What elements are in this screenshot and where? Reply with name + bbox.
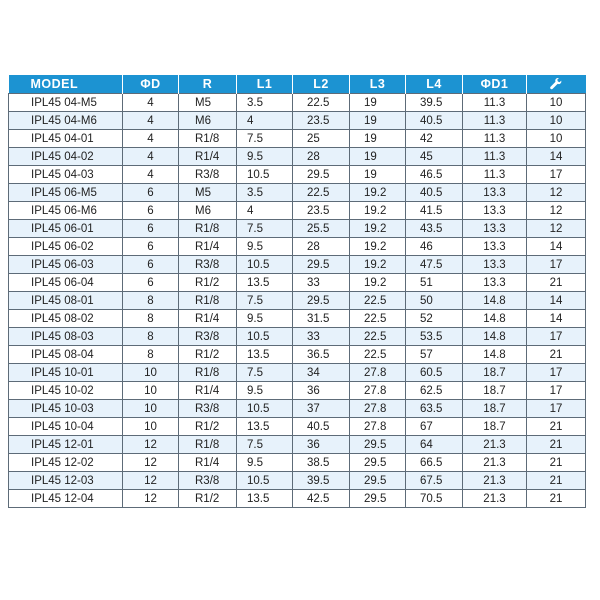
cell-l3: 19 xyxy=(350,148,406,166)
table-row xyxy=(9,94,586,112)
cell-wrench-size: 14 xyxy=(527,292,586,310)
cell-thread-r: R3/8 xyxy=(179,400,237,418)
cell-thread-r: M6 xyxy=(179,202,237,220)
cell-thread-r: R1/8 xyxy=(179,436,237,454)
cell-l4: 53.5 xyxy=(406,328,463,346)
cell-model: IPL45 04-M6 xyxy=(9,112,123,130)
cell-l4: 67.5 xyxy=(406,472,463,490)
cell-wrench-size: 10 xyxy=(527,130,586,148)
cell-wrench-size: 21 xyxy=(527,472,586,490)
cell-diameter-d1: 14.8 xyxy=(463,310,527,328)
cell-l2: 36.5 xyxy=(293,346,350,364)
header-wrench xyxy=(527,75,586,94)
cell-l3: 19.2 xyxy=(350,202,406,220)
cell-l4: 51 xyxy=(406,274,463,292)
header-l1: L1 xyxy=(237,75,293,94)
cell-diameter-d: 12 xyxy=(123,490,179,508)
table-row xyxy=(9,274,586,292)
cell-diameter-d: 10 xyxy=(123,418,179,436)
cell-l1: 9.5 xyxy=(237,148,293,166)
cell-l4: 60.5 xyxy=(406,364,463,382)
cell-thread-r: R1/2 xyxy=(179,418,237,436)
cell-wrench-size: 17 xyxy=(527,166,586,184)
cell-l1: 7.5 xyxy=(237,436,293,454)
cell-model: IPL45 04-02 xyxy=(9,148,123,166)
cell-l1: 10.5 xyxy=(237,256,293,274)
cell-diameter-d1: 21.3 xyxy=(463,454,527,472)
cell-l3: 19.2 xyxy=(350,220,406,238)
cell-l1: 9.5 xyxy=(237,238,293,256)
cell-l4: 40.5 xyxy=(406,184,463,202)
cell-thread-r: R1/4 xyxy=(179,148,237,166)
cell-l1: 3.5 xyxy=(237,184,293,202)
table-row xyxy=(9,382,586,400)
cell-thread-r: R3/8 xyxy=(179,166,237,184)
table-row xyxy=(9,292,586,310)
cell-l1: 7.5 xyxy=(237,220,293,238)
cell-l2: 33 xyxy=(293,328,350,346)
cell-l2: 36 xyxy=(293,436,350,454)
cell-diameter-d: 12 xyxy=(123,436,179,454)
cell-l3: 29.5 xyxy=(350,490,406,508)
cell-wrench-size: 21 xyxy=(527,418,586,436)
table-row xyxy=(9,400,586,418)
cell-diameter-d1: 11.3 xyxy=(463,130,527,148)
cell-l1: 3.5 xyxy=(237,94,293,112)
cell-l1: 7.5 xyxy=(237,364,293,382)
cell-diameter-d: 10 xyxy=(123,364,179,382)
spec-table xyxy=(8,75,586,508)
cell-l3: 27.8 xyxy=(350,418,406,436)
cell-diameter-d: 6 xyxy=(123,238,179,256)
cell-model: IPL45 08-01 xyxy=(9,292,123,310)
cell-thread-r: R1/4 xyxy=(179,238,237,256)
cell-l1: 9.5 xyxy=(237,454,293,472)
cell-diameter-d: 12 xyxy=(123,454,179,472)
cell-wrench-size: 14 xyxy=(527,148,586,166)
cell-l1: 9.5 xyxy=(237,382,293,400)
cell-wrench-size: 12 xyxy=(527,202,586,220)
cell-diameter-d: 8 xyxy=(123,310,179,328)
cell-l4: 40.5 xyxy=(406,112,463,130)
cell-wrench-size: 10 xyxy=(527,94,586,112)
cell-l1: 10.5 xyxy=(237,166,293,184)
table-row xyxy=(9,310,586,328)
cell-l2: 29.5 xyxy=(293,166,350,184)
cell-model: IPL45 04-M5 xyxy=(9,94,123,112)
cell-thread-r: R3/8 xyxy=(179,256,237,274)
table-row xyxy=(9,202,586,220)
cell-model: IPL45 06-04 xyxy=(9,274,123,292)
wrench-icon xyxy=(549,77,563,91)
header-model: MODEL xyxy=(9,75,123,94)
cell-l3: 19.2 xyxy=(350,238,406,256)
cell-wrench-size: 17 xyxy=(527,328,586,346)
table-row xyxy=(9,454,586,472)
cell-thread-r: R1/8 xyxy=(179,220,237,238)
header-row xyxy=(9,75,586,94)
cell-l3: 19 xyxy=(350,130,406,148)
cell-thread-r: M5 xyxy=(179,94,237,112)
cell-l4: 70.5 xyxy=(406,490,463,508)
cell-model: IPL45 06-03 xyxy=(9,256,123,274)
cell-model: IPL45 04-01 xyxy=(9,130,123,148)
cell-l2: 25.5 xyxy=(293,220,350,238)
table-row xyxy=(9,364,586,382)
cell-diameter-d: 4 xyxy=(123,130,179,148)
cell-model: IPL45 10-01 xyxy=(9,364,123,382)
cell-diameter-d: 8 xyxy=(123,292,179,310)
header-l4: L4 xyxy=(406,75,463,94)
cell-wrench-size: 17 xyxy=(527,400,586,418)
cell-diameter-d1: 18.7 xyxy=(463,400,527,418)
cell-l3: 19 xyxy=(350,112,406,130)
cell-l2: 23.5 xyxy=(293,112,350,130)
cell-thread-r: R1/4 xyxy=(179,310,237,328)
cell-l2: 40.5 xyxy=(293,418,350,436)
cell-l4: 47.5 xyxy=(406,256,463,274)
cell-l4: 62.5 xyxy=(406,382,463,400)
cell-model: IPL45 04-03 xyxy=(9,166,123,184)
cell-l2: 23.5 xyxy=(293,202,350,220)
table-row xyxy=(9,184,586,202)
cell-diameter-d1: 13.3 xyxy=(463,202,527,220)
cell-thread-r: M5 xyxy=(179,184,237,202)
cell-l2: 39.5 xyxy=(293,472,350,490)
cell-diameter-d: 8 xyxy=(123,346,179,364)
cell-l3: 19.2 xyxy=(350,184,406,202)
cell-diameter-d: 6 xyxy=(123,274,179,292)
header-diameter-d: ΦD xyxy=(123,75,179,94)
cell-l2: 22.5 xyxy=(293,94,350,112)
cell-wrench-size: 21 xyxy=(527,490,586,508)
header-diameter-d1: ΦD1 xyxy=(463,75,527,94)
cell-diameter-d1: 11.3 xyxy=(463,94,527,112)
cell-model: IPL45 12-01 xyxy=(9,436,123,454)
cell-diameter-d1: 13.3 xyxy=(463,256,527,274)
cell-model: IPL45 06-01 xyxy=(9,220,123,238)
table-row xyxy=(9,490,586,508)
cell-wrench-size: 17 xyxy=(527,256,586,274)
cell-model: IPL45 08-03 xyxy=(9,328,123,346)
cell-l2: 22.5 xyxy=(293,184,350,202)
cell-diameter-d1: 14.8 xyxy=(463,292,527,310)
cell-model: IPL45 10-03 xyxy=(9,400,123,418)
cell-l2: 36 xyxy=(293,382,350,400)
table-row xyxy=(9,220,586,238)
cell-diameter-d1: 14.8 xyxy=(463,328,527,346)
table-row xyxy=(9,328,586,346)
cell-l4: 63.5 xyxy=(406,400,463,418)
cell-l1: 10.5 xyxy=(237,472,293,490)
cell-l1: 4 xyxy=(237,112,293,130)
cell-l1: 4 xyxy=(237,202,293,220)
cell-l4: 57 xyxy=(406,346,463,364)
cell-wrench-size: 14 xyxy=(527,310,586,328)
cell-l3: 22.5 xyxy=(350,328,406,346)
cell-l1: 10.5 xyxy=(237,328,293,346)
cell-diameter-d1: 11.3 xyxy=(463,166,527,184)
cell-l3: 19 xyxy=(350,94,406,112)
cell-diameter-d: 4 xyxy=(123,148,179,166)
spec-table-container xyxy=(8,75,585,508)
cell-diameter-d1: 18.7 xyxy=(463,364,527,382)
cell-model: IPL45 06-M5 xyxy=(9,184,123,202)
cell-thread-r: R1/2 xyxy=(179,274,237,292)
cell-diameter-d: 6 xyxy=(123,184,179,202)
cell-l3: 19.2 xyxy=(350,274,406,292)
cell-l3: 27.8 xyxy=(350,382,406,400)
spec-table-body xyxy=(9,94,586,508)
cell-wrench-size: 12 xyxy=(527,184,586,202)
cell-l2: 29.5 xyxy=(293,292,350,310)
cell-diameter-d: 4 xyxy=(123,112,179,130)
cell-thread-r: R3/8 xyxy=(179,328,237,346)
cell-diameter-d1: 13.3 xyxy=(463,220,527,238)
cell-diameter-d1: 13.3 xyxy=(463,274,527,292)
cell-model: IPL45 12-04 xyxy=(9,490,123,508)
cell-diameter-d: 4 xyxy=(123,94,179,112)
cell-l2: 34 xyxy=(293,364,350,382)
cell-thread-r: R3/8 xyxy=(179,472,237,490)
cell-l4: 50 xyxy=(406,292,463,310)
cell-wrench-size: 21 xyxy=(527,274,586,292)
cell-l3: 29.5 xyxy=(350,454,406,472)
cell-l3: 27.8 xyxy=(350,364,406,382)
cell-l3: 22.5 xyxy=(350,346,406,364)
cell-model: IPL45 10-04 xyxy=(9,418,123,436)
cell-model: IPL45 08-04 xyxy=(9,346,123,364)
table-row xyxy=(9,346,586,364)
cell-wrench-size: 21 xyxy=(527,436,586,454)
cell-diameter-d: 12 xyxy=(123,472,179,490)
cell-model: IPL45 10-02 xyxy=(9,382,123,400)
cell-diameter-d1: 18.7 xyxy=(463,418,527,436)
table-row xyxy=(9,436,586,454)
cell-l1: 13.5 xyxy=(237,418,293,436)
cell-diameter-d: 10 xyxy=(123,382,179,400)
table-row xyxy=(9,256,586,274)
cell-thread-r: R1/4 xyxy=(179,454,237,472)
cell-model: IPL45 08-02 xyxy=(9,310,123,328)
cell-thread-r: R1/8 xyxy=(179,130,237,148)
cell-l4: 67 xyxy=(406,418,463,436)
cell-l2: 28 xyxy=(293,238,350,256)
cell-l1: 13.5 xyxy=(237,274,293,292)
cell-l1: 7.5 xyxy=(237,130,293,148)
cell-diameter-d1: 14.8 xyxy=(463,346,527,364)
cell-thread-r: R1/2 xyxy=(179,346,237,364)
cell-wrench-size: 12 xyxy=(527,220,586,238)
cell-wrench-size: 21 xyxy=(527,454,586,472)
table-row xyxy=(9,166,586,184)
cell-model: IPL45 12-02 xyxy=(9,454,123,472)
cell-l4: 64 xyxy=(406,436,463,454)
cell-l4: 43.5 xyxy=(406,220,463,238)
cell-diameter-d1: 21.3 xyxy=(463,436,527,454)
cell-l3: 29.5 xyxy=(350,436,406,454)
cell-diameter-d: 6 xyxy=(123,220,179,238)
cell-model: IPL45 06-M6 xyxy=(9,202,123,220)
cell-diameter-d1: 18.7 xyxy=(463,382,527,400)
cell-diameter-d: 4 xyxy=(123,166,179,184)
cell-l4: 66.5 xyxy=(406,454,463,472)
cell-l2: 28 xyxy=(293,148,350,166)
cell-l3: 27.8 xyxy=(350,400,406,418)
cell-l3: 29.5 xyxy=(350,472,406,490)
cell-wrench-size: 10 xyxy=(527,112,586,130)
table-row xyxy=(9,130,586,148)
cell-l3: 19 xyxy=(350,166,406,184)
cell-l2: 31.5 xyxy=(293,310,350,328)
cell-thread-r: R1/4 xyxy=(179,382,237,400)
cell-diameter-d1: 21.3 xyxy=(463,472,527,490)
cell-l4: 42 xyxy=(406,130,463,148)
cell-l1: 9.5 xyxy=(237,310,293,328)
header-l3: L3 xyxy=(350,75,406,94)
cell-l3: 19.2 xyxy=(350,256,406,274)
cell-l4: 46.5 xyxy=(406,166,463,184)
cell-wrench-size: 17 xyxy=(527,364,586,382)
table-row xyxy=(9,238,586,256)
cell-diameter-d: 6 xyxy=(123,202,179,220)
cell-l2: 42.5 xyxy=(293,490,350,508)
cell-diameter-d1: 13.3 xyxy=(463,184,527,202)
header-thread-r: R xyxy=(179,75,237,94)
cell-l2: 38.5 xyxy=(293,454,350,472)
cell-l4: 45 xyxy=(406,148,463,166)
table-row xyxy=(9,112,586,130)
cell-l2: 33 xyxy=(293,274,350,292)
table-row xyxy=(9,418,586,436)
cell-wrench-size: 17 xyxy=(527,382,586,400)
table-row xyxy=(9,148,586,166)
cell-diameter-d: 8 xyxy=(123,328,179,346)
cell-model: IPL45 06-02 xyxy=(9,238,123,256)
cell-thread-r: R1/2 xyxy=(179,490,237,508)
cell-l1: 7.5 xyxy=(237,292,293,310)
cell-l2: 25 xyxy=(293,130,350,148)
cell-thread-r: R1/8 xyxy=(179,364,237,382)
cell-l4: 46 xyxy=(406,238,463,256)
cell-l2: 37 xyxy=(293,400,350,418)
cell-l3: 22.5 xyxy=(350,310,406,328)
table-row xyxy=(9,472,586,490)
cell-wrench-size: 21 xyxy=(527,346,586,364)
cell-l4: 41.5 xyxy=(406,202,463,220)
cell-l4: 52 xyxy=(406,310,463,328)
cell-diameter-d: 10 xyxy=(123,400,179,418)
cell-l2: 29.5 xyxy=(293,256,350,274)
cell-l1: 13.5 xyxy=(237,490,293,508)
cell-diameter-d1: 11.3 xyxy=(463,148,527,166)
cell-wrench-size: 14 xyxy=(527,238,586,256)
cell-l1: 13.5 xyxy=(237,346,293,364)
header-l2: L2 xyxy=(293,75,350,94)
cell-diameter-d1: 13.3 xyxy=(463,238,527,256)
cell-l3: 22.5 xyxy=(350,292,406,310)
cell-l1: 10.5 xyxy=(237,400,293,418)
cell-l4: 39.5 xyxy=(406,94,463,112)
cell-thread-r: M6 xyxy=(179,112,237,130)
cell-thread-r: R1/8 xyxy=(179,292,237,310)
cell-diameter-d1: 11.3 xyxy=(463,112,527,130)
cell-model: IPL45 12-03 xyxy=(9,472,123,490)
cell-diameter-d1: 21.3 xyxy=(463,490,527,508)
cell-diameter-d: 6 xyxy=(123,256,179,274)
